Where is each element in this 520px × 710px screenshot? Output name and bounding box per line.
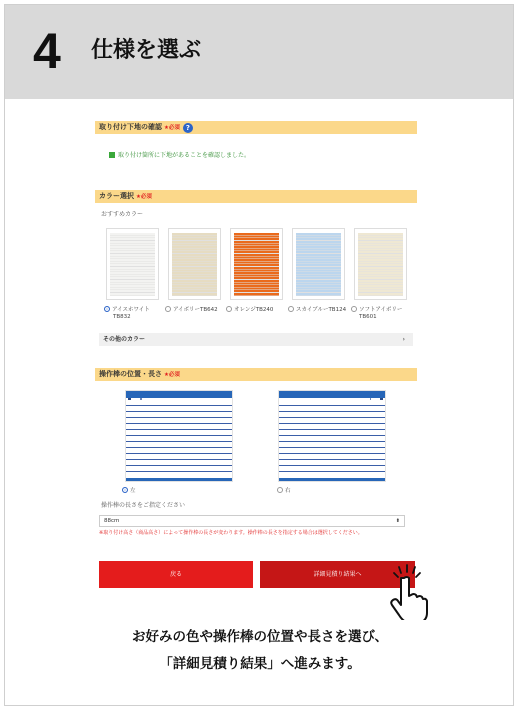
- swatch-sky-blue[interactable]: [292, 228, 345, 300]
- swatch-ivory[interactable]: [168, 228, 221, 300]
- caption-line-2: 「詳細見積り結果」へ進みます。: [159, 656, 361, 672]
- back-button[interactable]: 戻る: [99, 561, 253, 588]
- other-colors-label: その他のカラー: [103, 336, 146, 343]
- radio-icon: [351, 306, 357, 312]
- swatch-ice-white[interactable]: [106, 228, 159, 300]
- blind-slats: [110, 233, 155, 296]
- bottom-rail: [126, 478, 232, 481]
- swatch-orange[interactable]: [230, 228, 283, 300]
- color-option-ivory[interactable]: [165, 306, 218, 314]
- color-option-soft-ivory[interactable]: [351, 306, 402, 321]
- color-option-sky-blue[interactable]: [288, 306, 346, 314]
- checkbox-checked-icon: [109, 152, 115, 158]
- step-header: [5, 5, 513, 99]
- cord-right-diagram[interactable]: [278, 390, 386, 482]
- step-title: 仕様を選ぶ: [91, 38, 202, 63]
- blind-slats: [296, 233, 341, 296]
- radio-selected-icon: [122, 487, 128, 493]
- chevron-updown-icon: ⬍: [395, 518, 400, 524]
- section-color-title: カラー選択: [99, 192, 134, 200]
- swatch-soft-ivory[interactable]: [354, 228, 407, 300]
- cord-left-diagram[interactable]: [125, 390, 233, 482]
- cord-right-option[interactable]: [277, 486, 291, 494]
- section-color-header: [95, 190, 417, 203]
- section-mount-title: 取り付け下地の確認: [99, 123, 162, 131]
- blind-slats: [126, 400, 232, 477]
- bottom-rail: [279, 478, 385, 481]
- head-rail: [126, 391, 232, 398]
- blind-slats: [172, 233, 217, 296]
- other-colors-toggle[interactable]: [99, 333, 413, 346]
- radio-icon: [165, 306, 171, 312]
- recommended-label: おすすめカラー: [101, 211, 144, 218]
- cord-left-label: 左: [130, 488, 136, 494]
- color-option-orange[interactable]: [226, 306, 273, 314]
- section-cord-header: [95, 368, 417, 381]
- color-name: アイボリーTB642: [173, 307, 218, 313]
- section-cord-title: 操作棒の位置・長さ: [99, 370, 162, 378]
- cord-left-option[interactable]: [122, 486, 136, 494]
- pointer-hand-icon: [383, 564, 429, 620]
- section-mount-header: [95, 121, 417, 134]
- required-mark: ★必須: [136, 194, 152, 200]
- color-option-ice-white[interactable]: [104, 306, 150, 321]
- blind-slats: [279, 400, 385, 477]
- color-name: オレンジTB240: [234, 307, 274, 313]
- radio-icon: [226, 306, 232, 312]
- chevron-right-icon: ›: [402, 336, 405, 343]
- embedded-screenshot: [95, 118, 421, 588]
- blind-slats: [358, 233, 403, 296]
- mount-confirm-checkbox[interactable]: [109, 152, 250, 160]
- caption-line-1: お好みの色や操作棒の位置や長さを選び、: [132, 629, 388, 645]
- help-icon[interactable]: ?: [183, 123, 193, 133]
- length-value: 88cm: [104, 518, 120, 524]
- length-note: ※取り付け高さ（商品高さ）によって操作棒の長さが変わります。操作棒の長さを指定する場合は選択してください。: [99, 530, 363, 536]
- color-code: TB601: [359, 314, 377, 320]
- radio-selected-icon: [104, 306, 110, 312]
- step-number: 4: [33, 23, 61, 79]
- head-rail: [279, 391, 385, 398]
- radio-icon: [277, 487, 283, 493]
- color-name: スカイブルーTB124: [296, 307, 347, 313]
- color-code: TB832: [113, 314, 131, 320]
- blind-slats: [234, 233, 279, 296]
- required-mark: ★必須: [164, 125, 180, 131]
- mount-confirm-label: 取り付け箇所に下地があることを確認しました。: [118, 152, 251, 159]
- length-label: 操作棒の長さをご指定ください: [101, 502, 186, 509]
- color-name: アイスホワイト: [112, 307, 150, 313]
- length-select[interactable]: [99, 515, 405, 527]
- radio-icon: [288, 306, 294, 312]
- required-mark: ★必須: [164, 372, 180, 378]
- cord-right-label: 右: [285, 488, 291, 494]
- estimate-result-button[interactable]: 詳細見積り結果へ: [260, 561, 415, 588]
- color-name: ソフトアイボリー: [359, 307, 403, 313]
